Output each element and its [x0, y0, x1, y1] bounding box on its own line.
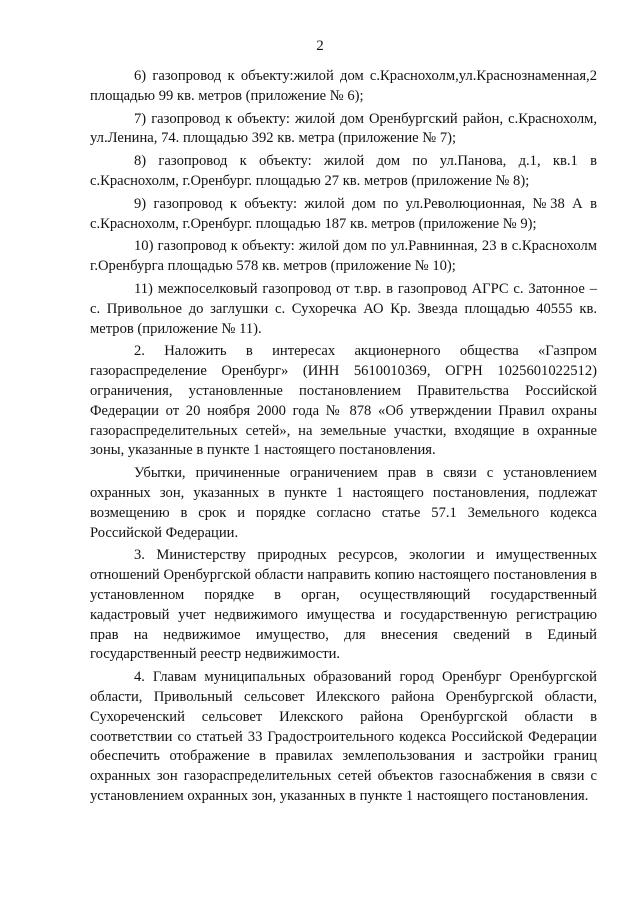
page-number: 2 — [316, 38, 324, 54]
list-item-10: 10) газопровод к объекту: жилой дом по ул.Равнинная, 23 в с.Краснохолм г.Оренбурга площадью 578 кв. метров (приложение № 10); — [90, 238, 597, 275]
document-body — [90, 67, 597, 807]
clause-2: 2. Наложить в интересах акционерного общества «Газпром газораспределение Оренбург» (ИНН 5610010369, ОГРН 1025601022512) ограничения, установленные постановлением Правительства Российской Федерации от 20 ноября 2000 года № 878 «Об утверждении Правил охраны газораспределительных сетей», на земельные участки, входящие в охранные зоны, указанные в пункте 1 настоящего постановления. — [90, 343, 597, 459]
list-item-8: 8) газопровод к объекту: жилой дом по ул.Панова, д.1, кв.1 в с.Краснохолм, г.Оренбург. площадью 27 кв. метров (приложение № 8); — [90, 153, 597, 189]
clause-2-damages: Убытки, причиненные ограничением прав в связи с установлением охранных зон, указанных в пункте 1 настоящего постановления, подлежат возмещению в срок и порядке согласно статье 57.1 Земельного кодекса Российской Федерации. — [90, 465, 597, 541]
clause-3: 3. Министерству природных ресурсов, экологии и имущественных отношений Оренбургской области направить копию настоящего постановления в установленном порядке в орган, осуществляющий государственный кадастровый учет недвижимого имущества и государственную регистрацию прав на недвижимое имущество, для внесения сведений в Единый государственный реестр недвижимости. — [90, 547, 597, 663]
list-item-6: 6) газопровод к объекту:жилой дом с.Краснохолм,ул.Краснознаменная,2 площадью 99 кв. метров (приложение № 6); — [90, 68, 597, 104]
clause-4: 4. Главам муниципальных образований город Оренбург Оренбургской области, Привольный сельсовет Илекского района Оренбургской области, Сухореченский сельсовет Илекского района Оренбургской области в соответствии со статьей 33 Градостроительного кодекса Российской Федерации обеспечить отображение в правилах землепользования и застройки границ охранных зон газораспределительных сетей объектов газоснабжения в связи с установлением охранных зон, указанных в пункте 1 настоящего постановления. — [90, 669, 597, 804]
list-item-9: 9) газопровод к объекту: жилой дом по ул.Революционная, №38 А в с.Краснохолм, г.Оренбург. площадью 187 кв. метров (приложение № 9); — [90, 195, 597, 232]
list-item-11: 11) межпоселковый газопровод от т.вр. в газопровод АГРС с. Затонное – с. Привольное до заглушки с. Сухоречка АО Кр. Звезда площадью 40555 кв. метров (приложение № 11). — [90, 280, 597, 337]
list-item-7: 7) газопровод к объекту: жилой дом Оренбургский район, с.Краснохолм, ул.Ленина, 74. площадью 392 кв. метра (приложение № 7); — [90, 110, 597, 147]
